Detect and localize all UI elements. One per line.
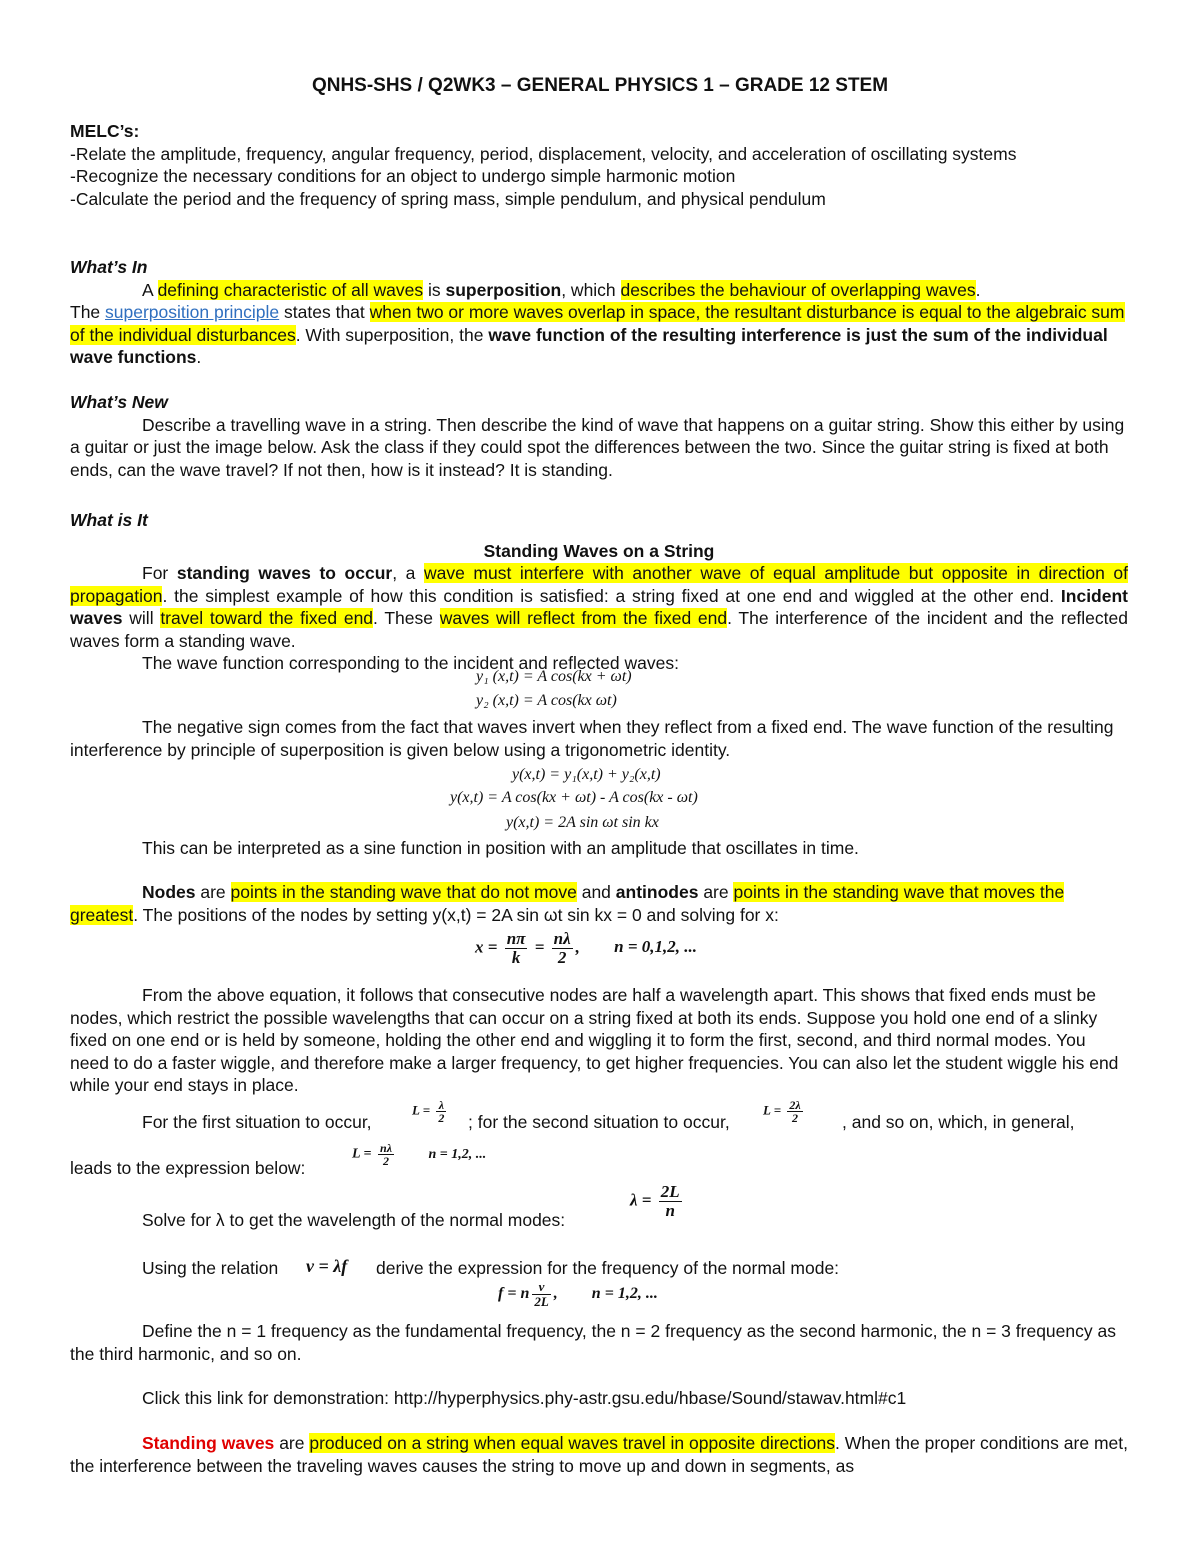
standing-waves-subheading: Standing Waves on a String bbox=[483, 540, 715, 561]
melc-heading: MELC’s: bbox=[70, 121, 140, 141]
negative-sign-paragraph: The negative sign comes from the fact that waves invert when they reflect from a fixed end. The wave function of the resulting interference by principle of superposition is given below using a trigonometric identity. bbox=[70, 717, 1114, 760]
harmonics-paragraph: Define the n = 1 frequency as the fundamental frequency, the n = 2 frequency as the second harmonic, the n = 3 frequency as the third harmonic, and so on. bbox=[70, 1321, 1116, 1364]
equation-result: y(x,t) = 2A sin ωt sin kx bbox=[506, 814, 659, 831]
equation-wavelength: λ = $\frac{2L}{n}$ bbox=[630, 1182, 680, 1220]
consecutive-nodes-paragraph: From the above equation, it follows that consecutive nodes are half a wavelength apart. This shows that fixed ends must be nodes, which restrict the possible wavelengths that can occur on a string fixed at both its ends. Suppose you hold one end of a slinky fixed on one end or is held by someone, holding the other end and wiggling it to form the first, second, and third normal modes. You need to do a faster wiggle, and therefore make a larger frequency, to get higher frequencies. You can also let the student wiggle his end while your end stays in place. bbox=[70, 985, 1119, 1095]
situations-line: For the first situation to occur, L = $\frac{\lambda}{2}$ ; for the second situation to occur, L = $\frac{2\lambda}{2}$ , and so on, which, in general, bbox=[142, 1098, 1075, 1132]
interpretation-block bbox=[70, 837, 1128, 860]
equation-y2: y₂ (x,t) = A cos(kx ωt) bbox=[476, 692, 617, 709]
equation-first-situation: L = $\frac{\lambda}{2}$ bbox=[412, 1098, 445, 1125]
melc-section bbox=[70, 120, 1128, 210]
nodes-block bbox=[70, 881, 1128, 926]
whats-new-section bbox=[70, 391, 1128, 481]
whats-new-heading: What’s New bbox=[70, 392, 168, 412]
whats-new-paragraph: Describe a travelling wave in a string. Then describe the kind of wave that happens on a guitar string. Show this either by using a guitar or just the image below. Ask the class if they could spot the differences between the two. Since the guitar string is fixed at both ends, can the wave travel? If not then, how is it instead? It is standing. bbox=[70, 414, 1125, 480]
whats-in-section bbox=[70, 256, 1128, 369]
wave-function-intro: The wave function corresponding to the incident and reflected waves: bbox=[142, 653, 679, 673]
equation-sum: y(x,t) = A cos(kx + ωt) - A cos(kx - ωt) bbox=[450, 789, 698, 806]
wavelength-line: Solve for λ to get the wavelength of the normal modes: λ = $\frac{2L}{n}$ bbox=[70, 1183, 1128, 1231]
standing-waves-paragraph: For standing waves to occur, a wave must interfere with another wave of equal amplitude but opposite in direction of propagation. the simplest example of how this condition is satisfied: a string fixed at one end and wiggled at the other end. Incident waves will travel toward the fixed end. These waves will reflect from the fixed end. The interference of the incident and the reflected waves form a standing wave. bbox=[70, 563, 1128, 651]
standing-waves-conclusion: Standing waves are produced on a string when equal waves travel in opposite directions. When the proper conditions are met, the interference between the traveling waves causes the string to move up and down in segments, as bbox=[70, 1433, 1128, 1476]
melc-item: -Relate the amplitude, frequency, angular frequency, period, displacement, velocity, and acceleration of oscillating systems bbox=[70, 143, 1017, 164]
superposition-link[interactable]: superposition principle bbox=[105, 302, 280, 322]
harmonics-block bbox=[70, 1320, 1128, 1365]
relation-line: Using the relation v = λf derive the expression for the frequency of the normal mode: bbox=[142, 1256, 840, 1278]
demo-link-text[interactable]: Click this link for demonstration: http://hyperphysics.phy-astr.gsu.edu/hbase/Sound/stawav.html#c1 bbox=[142, 1388, 907, 1408]
document-title: QNHS-SHS / Q2WK3 – GENERAL PHYSICS 1 – GRADE 12 STEM bbox=[311, 75, 889, 96]
whats-in-line1: A defining characteristic of all waves is superposition, which describes the behaviour of overlapping waves. bbox=[142, 279, 981, 300]
general-expression-line: leads to the expression below: L = $\frac{n\lambda}{2}$ n = 1,2, ... bbox=[70, 1141, 487, 1178]
negative-sign-paragraph-block bbox=[70, 716, 1128, 761]
melc-item: -Calculate the period and the frequency of spring mass, simple pendulum, and physical pendulum bbox=[70, 188, 826, 209]
whats-in-paragraph: The superposition principle states that when two or more waves overlap in space, the resultant disturbance is equal to the algebraic sum of the individual disturbances. With superposition, the wave function of the resulting interference is just the sum of the individual wave functions. bbox=[70, 302, 1125, 367]
consecutive-nodes-block bbox=[70, 984, 1128, 1097]
equation-frequency: f = n $\frac{v}{2L}$ , n = 1,2, ... bbox=[498, 1279, 658, 1309]
whats-in-heading: What’s In bbox=[70, 257, 148, 277]
equation-superposition: y(x,t) = y₁(x,t) + y₂(x,t) bbox=[512, 766, 661, 783]
equation-y1: y₁ (x,t) = A cos(kx + ωt) bbox=[476, 668, 632, 685]
nodes-paragraph: Nodes are points in the standing wave that do not move and antinodes are points in the standing wave that moves the greatest. The positions of the nodes by setting y(x,t) = 2A sin ωt sin kx = 0 and solving for x: bbox=[70, 882, 1065, 925]
demo-link-block bbox=[70, 1387, 1128, 1410]
equation-general-length: L = $\frac{n\lambda}{2}$ n = 1,2, ... bbox=[352, 1141, 487, 1168]
equation-velocity-relation: v = λf bbox=[306, 1256, 348, 1276]
melc-item: -Recognize the necessary conditions for an object to undergo simple harmonic motion bbox=[70, 166, 736, 186]
equation-node-positions: x = $\frac{n\pi}{k}$ = $\frac{n\lambda}{2}$ , n = 0,1,2, ... bbox=[475, 929, 698, 967]
interpretation-paragraph: This can be interpreted as a sine function in position with an amplitude that oscillates in time. bbox=[142, 838, 859, 858]
standing-waves-conclusion-block bbox=[70, 1432, 1128, 1477]
what-is-it-heading: What is It bbox=[70, 510, 148, 530]
what-is-it-section bbox=[70, 509, 1128, 675]
equation-second-situation: L = $\frac{2\lambda}{2}$ bbox=[763, 1098, 801, 1125]
